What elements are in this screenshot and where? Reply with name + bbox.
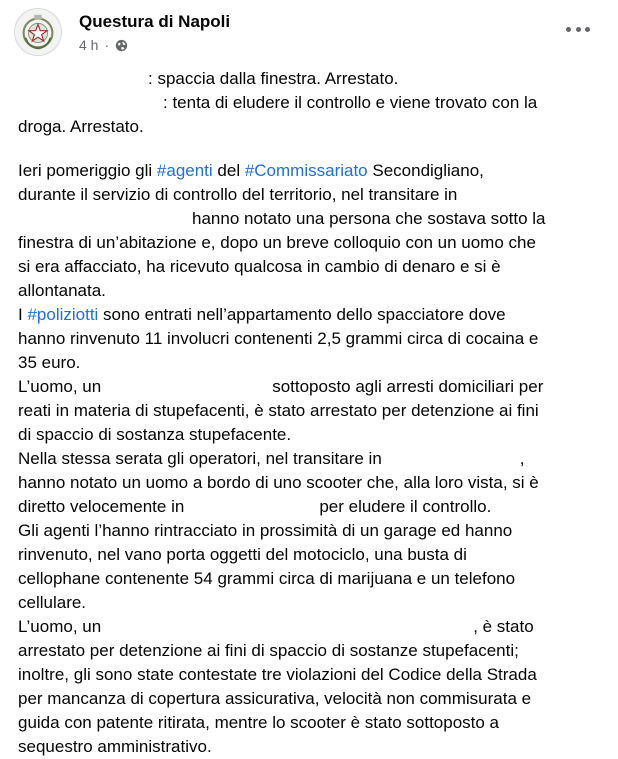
hashtag-agenti[interactable]: #agenti: [156, 161, 213, 180]
police-emblem-icon: [15, 9, 61, 55]
post-title: : spaccia dalla finestra. Arrestato. : tenta di eludere il controllo e viene trovato con la droga. Arrestato.: [18, 69, 538, 136]
page-avatar[interactable]: [14, 8, 62, 56]
hashtag-commissariato[interactable]: #Commissariato: [244, 161, 368, 180]
post-paragraph: Ieri pomeriggio gli #agenti del #Commissariato Secondigliano, durante il servizio di controllo del territorio, nel transitare in hanno notato una persona che sostava sotto la finestra di un’abitazione e, dopo un breve colloquio con un uomo che si era affacciato, ha ricevuto qualcosa in cambio di denaro e si è allontanata. I #poliziotti sono entrati nell’appartamento dello spacciatore dove hanno rinvenuto 11 involucri contenenti 2,5 grammi circa di cocaina e 35 euro. L’uomo, un sottoposto agli arresti domiciliari per reati in materia di stupefacenti, è stato arrestato per detenzione ai fini di spaccio di sostanza stupefacente. Nella stessa serata gli operatori, nel transitare in , hanno notato un uomo a bordo di uno scooter che, alla loro vista, si è diretto velocemente in per eludere il controllo. Gli agenti l’hanno rintracciato in prossimità di un garage ed hanno rinvenuto, nel vano porta oggetti del motociclo, una busta di cellophane contenente 54 grammi circa di marijuana e un telefono cellulare. L’uomo, un , è stato arrestato per detenzione ai fini di spaccio di sostanze stupefacenti; inoltre, gli sono state contestate tre violazioni del Codice della Strada per mancanza di copertura assicurativa, velocità non commisurata e guida con patente ritirata, mentre lo scooter è stato sottoposto a sequestro amministrativo.: [18, 161, 546, 756]
more-horizontal-icon: [566, 27, 571, 32]
post-header: [14, 8, 604, 60]
more-options-button[interactable]: [566, 22, 590, 36]
post-meta: [79, 37, 128, 53]
globe-icon[interactable]: [115, 39, 128, 52]
meta-separator: ·: [104, 37, 110, 53]
post-text: [18, 67, 602, 759]
hashtag-poliziotti[interactable]: #poliziotti: [27, 305, 99, 324]
post-time[interactable]: 4 h: [79, 37, 99, 53]
author-name[interactable]: Questura di Napoli: [79, 12, 231, 31]
